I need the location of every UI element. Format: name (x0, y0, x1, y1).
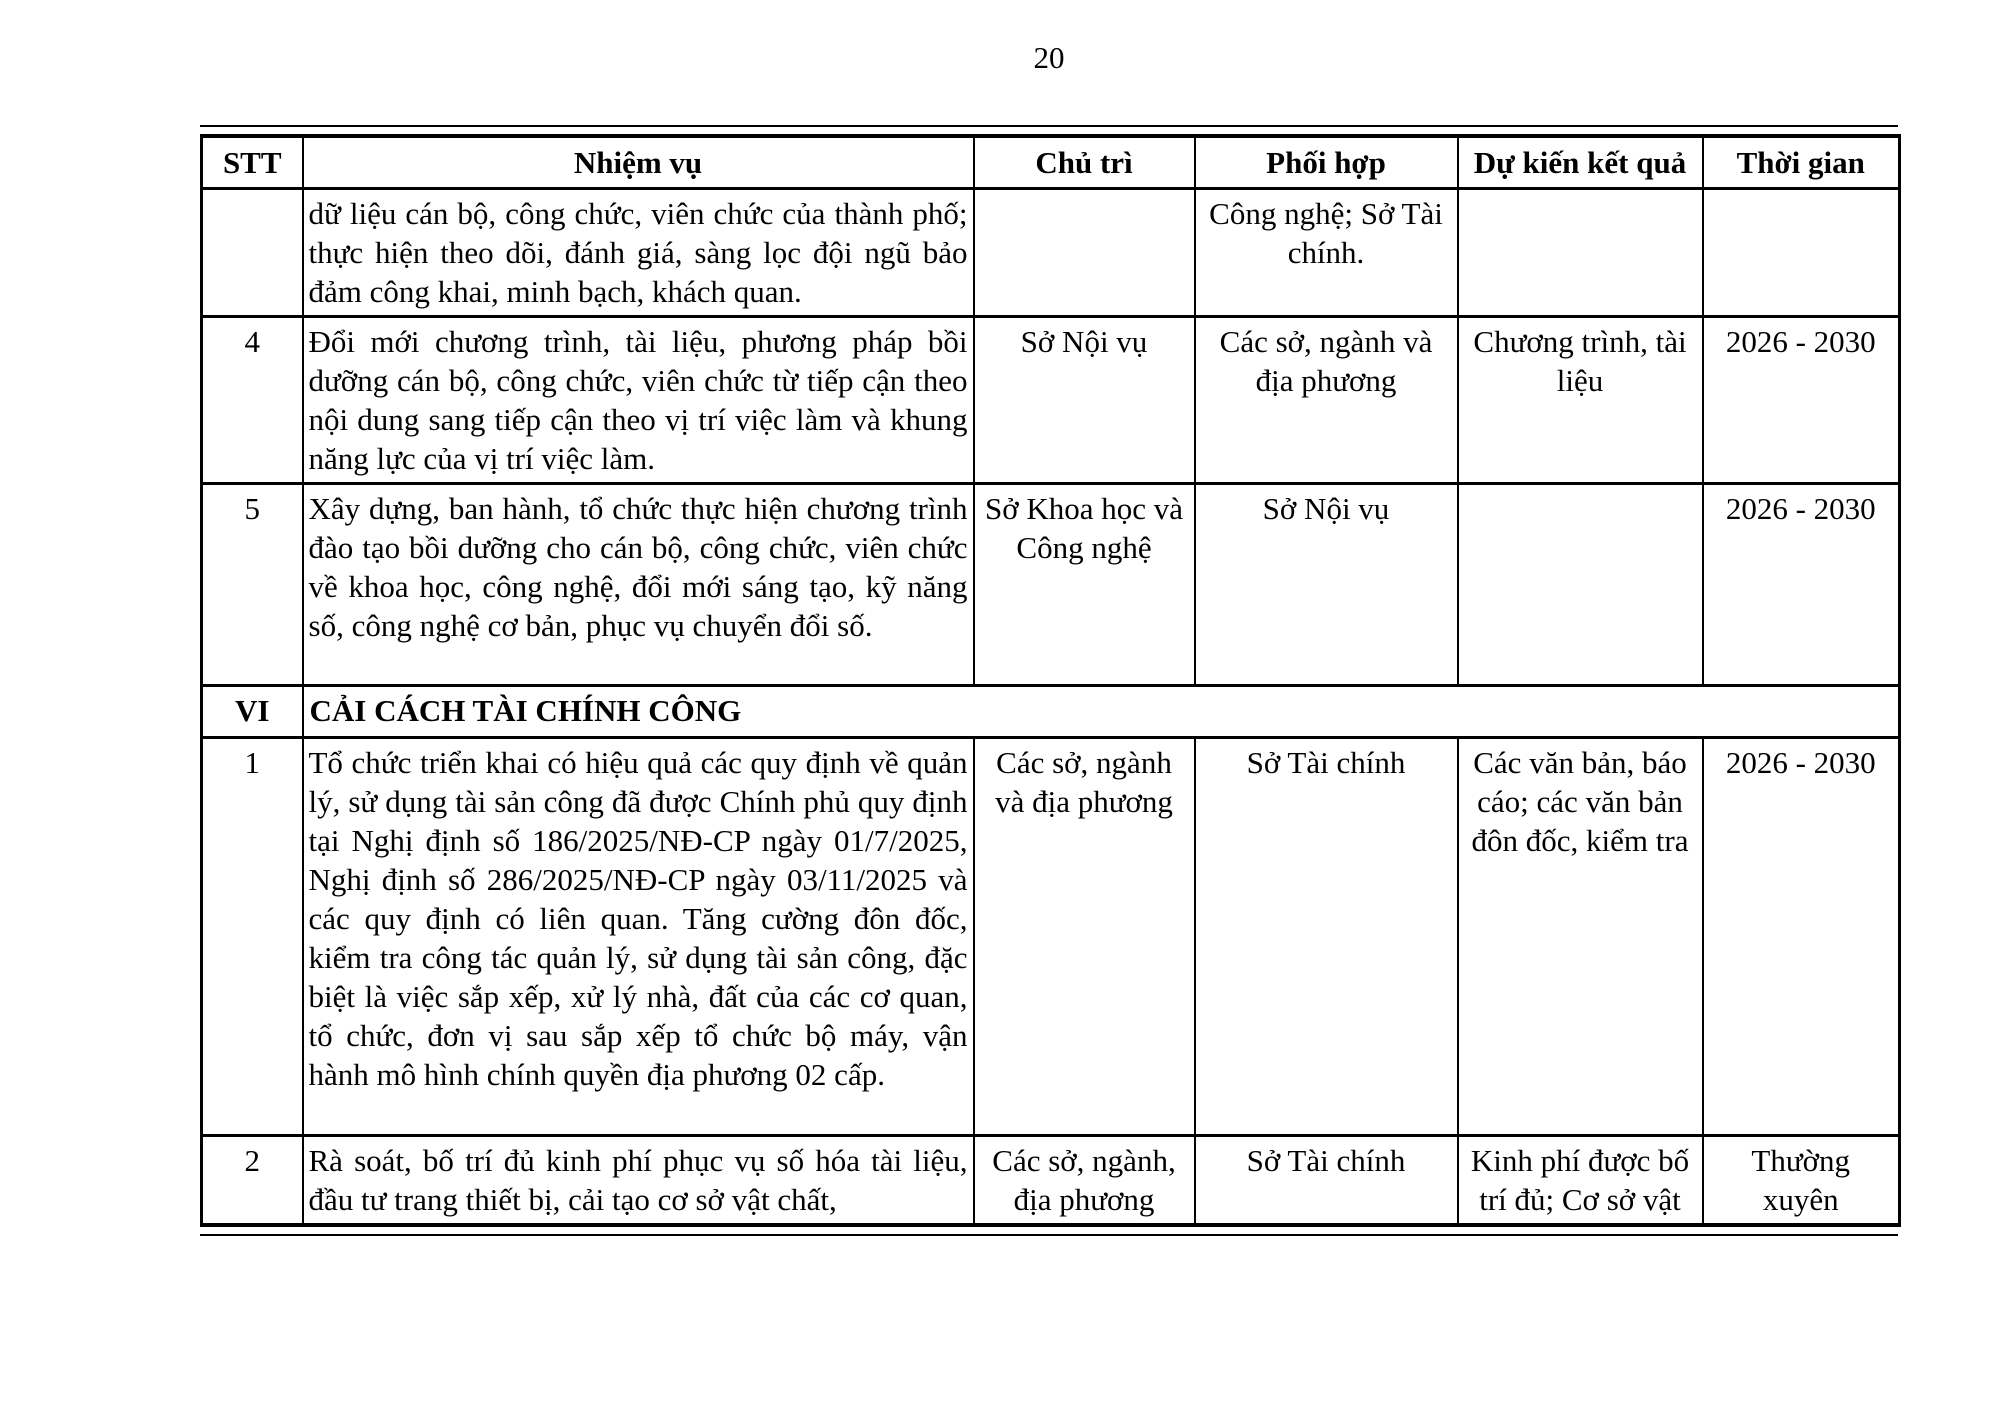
cell-task: Tổ chức triển khai có hiệu quả các quy định về quản lý, sử dụng tài sản công đã được Chính phủ quy định tại Nghị định số 186/2025/NĐ-CP ngày 01/7/2025, Nghị định số 286/2025/NĐ-CP ngày 03/11/2025 và các quy định có liên quan. Tăng cường đôn đốc, kiểm tra công tác quản lý, sử dụng tài sản công, đặc biệt là việc sắp xếp, xử lý nhà, đất của các cơ quan, tổ chức, đơn vị sau sắp xếp tổ chức bộ máy, vận hành mô hình chính quyền địa phương 02 cấp. (303, 737, 974, 1135)
cell-coop: Sở Nội vụ (1195, 483, 1458, 685)
col-header-phoi-hop: Phối hợp (1195, 136, 1458, 188)
cell-time: 2026 - 2030 (1703, 316, 1900, 483)
cell-stt (202, 188, 303, 316)
cell-coop: Sở Tài chính (1195, 737, 1458, 1135)
col-header-chu-tri: Chủ trì (974, 136, 1195, 188)
cell-lead: Các sở, ngành, địa phương (974, 1135, 1195, 1225)
cell-lead: Sở Nội vụ (974, 316, 1195, 483)
col-header-stt: STT (202, 136, 303, 188)
cell-stt: 1 (202, 737, 303, 1135)
page-number: 20 (1033, 40, 1065, 75)
cell-result: Kinh phí được bố trí đủ; Cơ sở vật (1458, 1135, 1703, 1225)
cell-result: Các văn bản, báo cáo; các văn bản đôn đốc, kiểm tra (1458, 737, 1703, 1135)
cell-coop: Công nghệ; Sở Tài chính. (1195, 188, 1458, 316)
cell-stt: 5 (202, 483, 303, 685)
cell-task: Xây dựng, ban hành, tổ chức thực hiện chương trình đào tạo bồi dưỡng cho cán bộ, công chức, viên chức về khoa học, công nghệ, đổi mới sáng tạo, kỹ năng số, công nghệ cơ bản, phục vụ chuyển đổi số. (303, 483, 974, 685)
col-header-nhiem-vu: Nhiệm vụ (303, 136, 974, 188)
cell-result (1458, 188, 1703, 316)
cell-stt: 2 (202, 1135, 303, 1225)
table-row-vi-1 (202, 737, 1900, 1135)
cell-section-number: VI (202, 685, 303, 737)
cell-section-title: CẢI CÁCH TÀI CHÍNH CÔNG (303, 685, 1900, 737)
cell-time: 2026 - 2030 (1703, 737, 1900, 1135)
table-row-5 (202, 483, 1900, 685)
cell-result: Chương trình, tài liệu (1458, 316, 1703, 483)
col-header-du-kien-ket-qua: Dự kiến kết quả (1458, 136, 1703, 188)
cell-task: Rà soát, bố trí đủ kinh phí phục vụ số hóa tài liệu, đầu tư trang thiết bị, cải tạo cơ sở vật chất, (303, 1135, 974, 1225)
cell-lead: Các sở, ngành và địa phương (974, 737, 1195, 1135)
table-row-4 (202, 316, 1900, 483)
section-row-vi (202, 685, 1900, 737)
cell-lead (974, 188, 1195, 316)
cell-task: Đổi mới chương trình, tài liệu, phương pháp bồi dưỡng cán bộ, công chức, viên chức từ tiếp cận theo nội dung sang tiếp cận theo vị trí việc làm và khung năng lực của vị trí việc làm. (303, 316, 974, 483)
cell-lead: Sở Khoa học và Công nghệ (974, 483, 1195, 685)
cell-task: dữ liệu cán bộ, công chức, viên chức của thành phố; thực hiện theo dõi, đánh giá, sàng lọc đội ngũ bảo đảm công khai, minh bạch, khách quan. (303, 188, 974, 316)
col-header-thoi-gian: Thời gian (1703, 136, 1900, 188)
task-table (200, 134, 1901, 1227)
cell-coop: Sở Tài chính (1195, 1135, 1458, 1225)
header-row (202, 136, 1900, 188)
cell-result (1458, 483, 1703, 685)
task-table-wrapper (200, 125, 1898, 1236)
cell-stt: 4 (202, 316, 303, 483)
cell-time: Thường xuyên (1703, 1135, 1900, 1225)
table-row-vi-2 (202, 1135, 1900, 1225)
cell-time (1703, 188, 1900, 316)
cell-time: 2026 - 2030 (1703, 483, 1900, 685)
table-row-continuation (202, 188, 1900, 316)
cell-coop: Các sở, ngành và địa phương (1195, 316, 1458, 483)
